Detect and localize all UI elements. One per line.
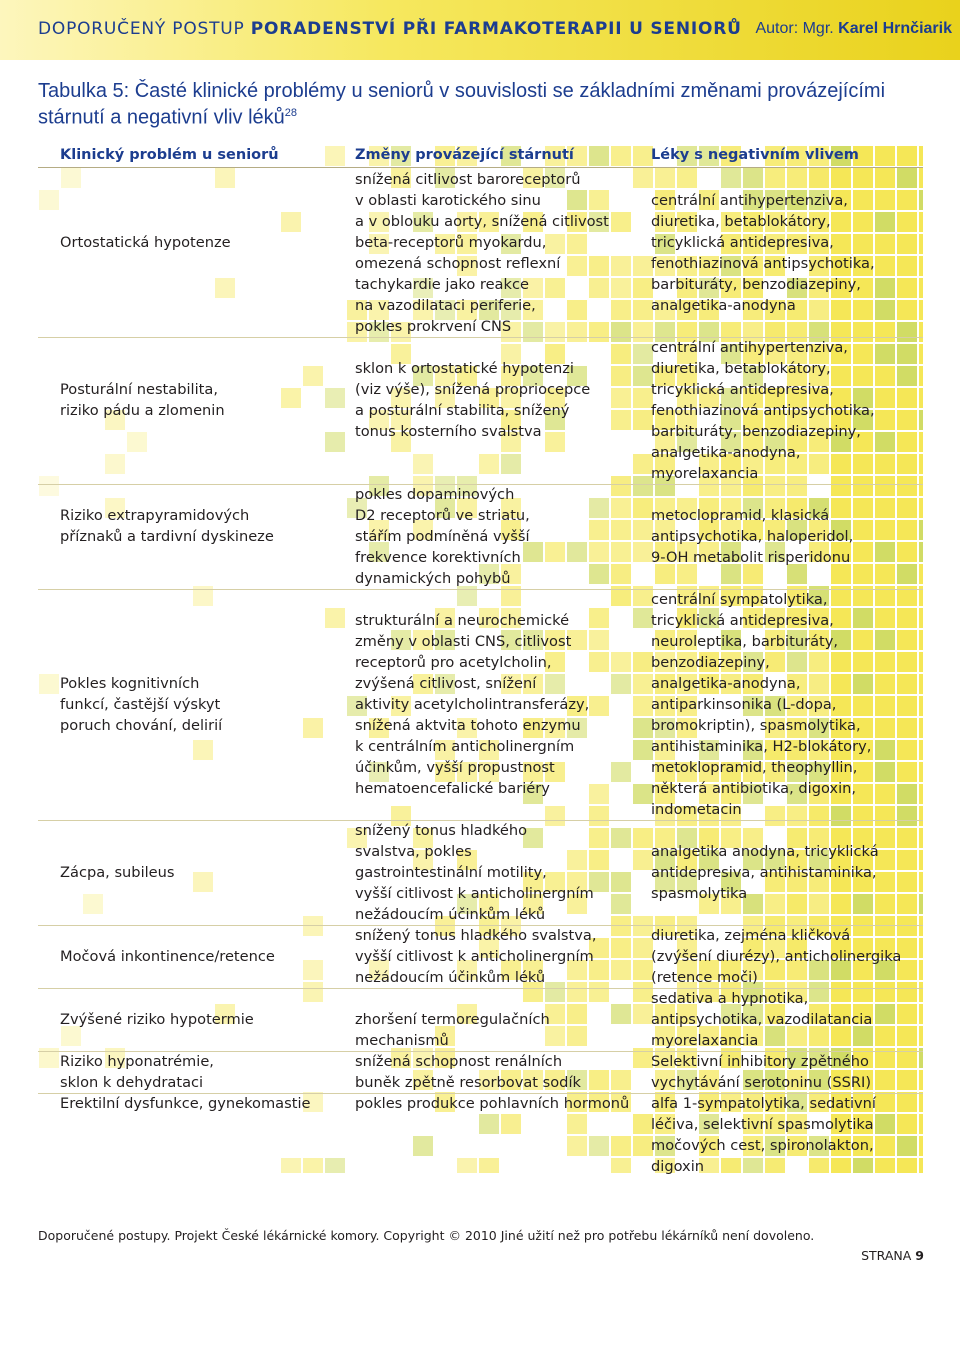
- copyright-footer: Doporučené postupy. Projekt České lékárnické komory. Copyright © 2010 Jiné užití než pro potřebu lékárníků není dovoleno.: [38, 1228, 815, 1243]
- table-row: [38, 337, 923, 484]
- drugs-cell: centrální sympatolytika, tricyklická antidepresiva, neuroleptika, barbituráty, benzodiazepiny, analgetika-anodyna, antiparkinsonika (L-dopa, bromokriptin), spasmolytika, antihistaminika, H2-blokátory, metoklopramid, theophyllin, některá antibiotika, digoxin, indometacin: [651, 591, 872, 818]
- author-name: Karel Hrnčiarik: [838, 20, 952, 37]
- problem-cell: Zvýšené riziko hypotermie: [60, 1011, 254, 1028]
- changes-cell: sklon k ortostatické hypotenzi (viz výše), snížená propriocepce a posturální stabilita, snížený tonus kosterního svalstva: [355, 360, 591, 440]
- table-title-ref: 28: [284, 107, 298, 119]
- author: [755, 20, 952, 38]
- changes-cell: snížená schopnost renálních buněk zpětně resorbovat sodík: [355, 1053, 581, 1091]
- table-row: [38, 925, 923, 988]
- page-header-bar: [0, 0, 960, 60]
- changes-cell: strukturální a neurochemické změny v oblasti CNS, citlivost receptorů pro acetylcholin, zvýšená citlivost, snížení aktivity acetylcholintransferázy, snížená aktvita tohoto enzymu k centrálním anticholinergním účinkům, vyšší propustnost hematoencefalické bariéry: [355, 612, 590, 797]
- table-row: [38, 589, 923, 820]
- drugs-cell: Selektivní inhibitory zpětného vychytávání serotoninu (SSRI): [651, 1053, 872, 1091]
- table-row: [38, 169, 923, 337]
- header-changes: Změny provázející stárnutí: [355, 147, 574, 163]
- table-title: [38, 80, 928, 129]
- changes-cell: snížená citlivost baroreceptorů v oblasti karotického sinu a v oblouku aorty, snížená citlivost beta-receptorů myokardu, omezená schopnost reflexní tachykardie jako reakce na vazodilataci periferie, pokles prokrvení CNS: [355, 171, 609, 335]
- changes-cell: zhoršení termoregulačních mechanismů: [355, 1011, 550, 1049]
- page-number: [861, 1248, 924, 1263]
- series-title-bold: PORADENSTVÍ PŘI FARMAKOTERAPII U SENIORŮ: [250, 19, 742, 39]
- table-title-text: Tabulka 5: Časté klinické problémy u seniorů v souvislosti se základními změnami provázejícími stárnutí a negativní vliv léků: [38, 80, 886, 129]
- changes-cell: pokles produkce pohlavních hormonů: [355, 1095, 630, 1112]
- series-title-light: DOPORUČENÝ POSTUP: [38, 19, 245, 39]
- page-label: STRANA: [861, 1248, 912, 1263]
- changes-cell: snížený tonus hladkého svalstva, vyšší citlivost k anticholinergním nežádoucím účinkům léků: [355, 927, 597, 986]
- problem-cell: Posturální nestabilita, riziko pádu a zlomenin: [60, 381, 225, 419]
- table-row: [38, 1093, 923, 1173]
- author-label: Autor: Mgr.: [755, 20, 839, 37]
- problem-cell: Pokles kognitivních funkcí, častější výskyt poruch chování, delirií: [60, 675, 223, 734]
- problem-cell: Zácpa, subileus: [60, 864, 175, 881]
- header-problem: Klinický problém u seniorů: [60, 147, 279, 163]
- table-header-row: [38, 145, 923, 168]
- drugs-cell: diuretika, zejména kličková (zvýšení diurézy), anticholinergika (retence moči): [651, 927, 902, 986]
- clinical-problems-table: [38, 145, 923, 1173]
- changes-cell: snížený tonus hladkého svalstva, pokles gastrointestinální motility, vyšší citlivost k anticholinergním nežádoucím účinkům léků: [355, 822, 594, 923]
- changes-cell: pokles dopaminových D2 receptorů ve striatu, stářím podmíněná vyšší frekvence korektivních dynamických pohybů: [355, 486, 530, 587]
- page-number-value: 9: [915, 1248, 924, 1263]
- table-row: [38, 1051, 923, 1093]
- problem-cell: Ortostatická hypotenze: [60, 234, 231, 251]
- problem-cell: Močová inkontinence/retence: [60, 948, 275, 965]
- drugs-cell: analgetika anodyna, tricyklická antidepresiva, antihistaminika, spasmolytika: [651, 843, 879, 902]
- table-row: [38, 988, 923, 1051]
- series-title: [38, 19, 742, 39]
- problem-cell: Riziko extrapyramidových příznaků a tardivní dyskineze: [60, 507, 274, 545]
- drugs-cell: sedativa a hypnotika, antipsychotika, vazodilatancia myorelaxancia: [651, 990, 873, 1049]
- table-row: [38, 820, 923, 925]
- problem-cell: Erektilní dysfunkce, gynekomastie: [60, 1095, 311, 1112]
- problem-cell: Riziko hyponatrémie, sklon k dehydrataci: [60, 1053, 214, 1091]
- drugs-cell: centrální antihypertenziva, diuretika, betablokátory, tricyklická antidepresiva, fenothiazinová antipsychotika, barbituráty, benzodiazepiny, analgetika-anodyna: [651, 192, 875, 314]
- header-drugs: Léky s negativním vlivem: [651, 147, 859, 163]
- drugs-cell: centrální antihypertenziva, diuretika, betablokátory, tricyklická antidepresiva, fenothiazinová antipsychotika, barbituráty, benzodiazepiny, analgetika-anodyna, myorelaxancia: [651, 339, 875, 482]
- drugs-cell: metoclopramid, klasická antipsychotika, haloperidol, 9-OH metabolit risperidonu: [651, 507, 854, 566]
- table-row: [38, 484, 923, 589]
- drugs-cell: alfa 1-sympatolytika, sedativní léčiva, selektivní spasmolytika močových cest, spironolakton, digoxin: [651, 1095, 876, 1175]
